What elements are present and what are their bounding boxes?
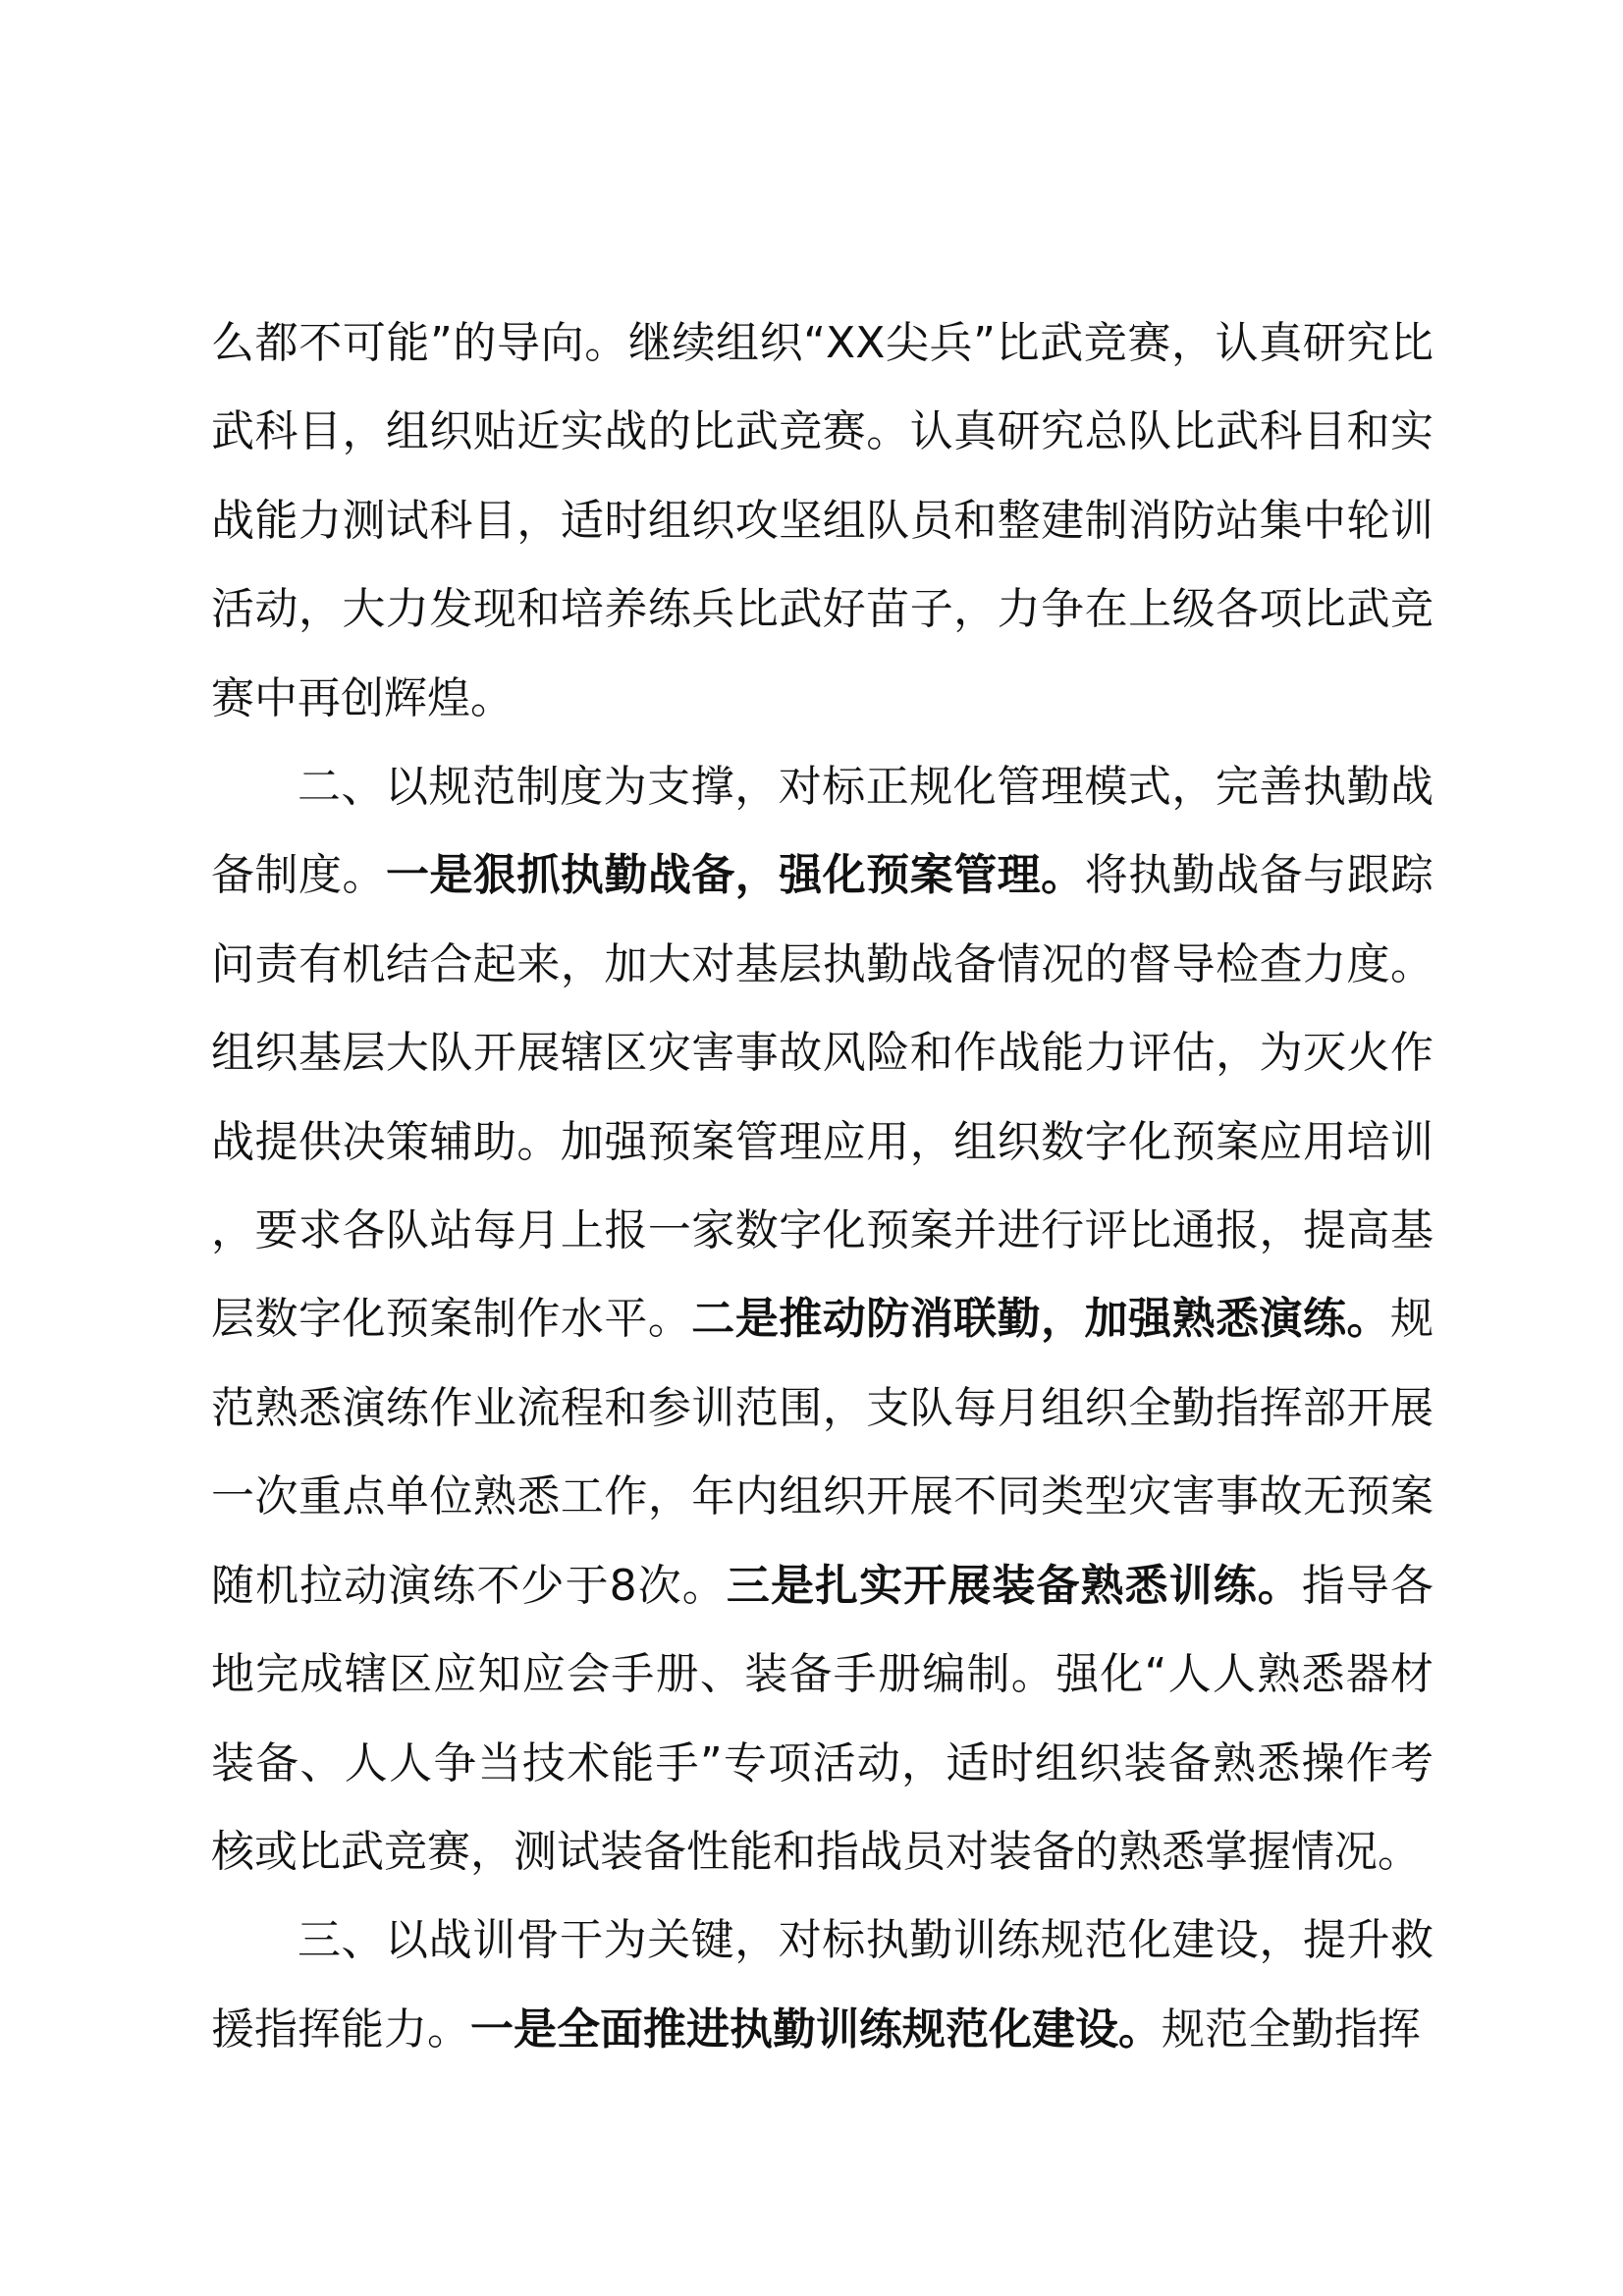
text-run: 么都不可能”的导向。继续组织“XX尖兵”比武竞赛，认真研究比武科目，组织贴近实战的比武竞赛。认真研究总队比武科目和实战能力测试科目，适时组织攻坚组队员和整建制消防站集中轮训活动，大力发现和培养练兵比武好苗子，力争在上级各项比武竞赛中再创辉煌。 xyxy=(211,318,1434,723)
body-text xyxy=(211,299,1434,2074)
text-run: 三、以战训骨干为关键，对标执勤训练规范化建设，提升救援指挥能力。 xyxy=(211,1915,1434,2055)
paragraph-3 xyxy=(211,1896,1434,2074)
text-run: 规范熟悉演练作业流程和参训范围，支队每月组织全勤指挥部开展一次重点单位熟悉工作，年内组织开展不同类型灾害事故无预案随机拉动演练不少于8次。 xyxy=(211,1294,1434,1611)
bold-heading-run: 三是扎实开展装备熟悉训练。 xyxy=(726,1560,1302,1611)
text-run: 规范全勤指挥 xyxy=(1162,2003,1421,2055)
text-run: 二、以规范制度为支撑，对标正规化管理模式，完善执勤战备制度。 xyxy=(211,762,1434,901)
bold-heading-run: 一是全面推进执勤训练规范化建设。 xyxy=(470,2003,1162,2055)
bold-heading-run: 二是推动防消联勤，加强熟悉演练。 xyxy=(691,1294,1390,1345)
bold-heading-run: 一是狠抓执勤战备，强化预案管理。 xyxy=(385,850,1085,901)
text-run: 将执勤战备与跟踪问责有机结合起来，加大对基层执勤战备情况的督导检查力度。组织基层大队开展辖区灾害事故风险和作战能力评估，为灭火作战提供决策辅助。加强预案管理应用，组织数字化预案应用培训，要求各队站每月上报一家数字化预案并进行评比通报，提高基层数字化预案制作水平。 xyxy=(211,850,1434,1345)
text-run: 指导各地完成辖区应知应会手册、装备手册编制。强化“人人熟悉器材装备、人人争当技术能手”专项活动，适时组织装备熟悉操作考核或比武竞赛，测试装备性能和指战员对装备的熟悉掌握情况。 xyxy=(211,1560,1434,1877)
paragraph-2 xyxy=(211,743,1434,1896)
paragraph-1 xyxy=(211,299,1434,743)
